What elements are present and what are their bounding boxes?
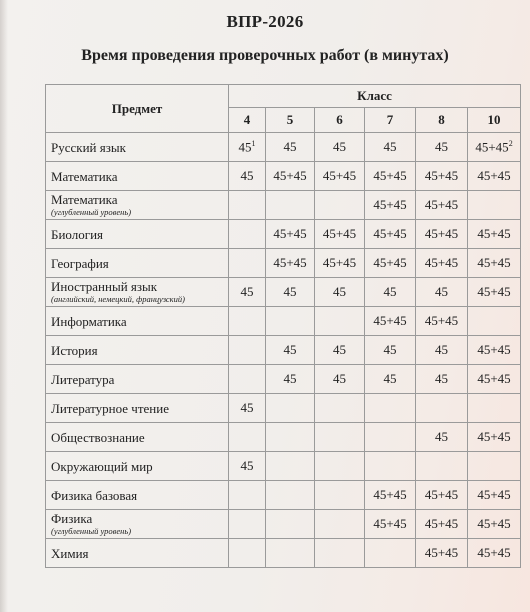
duration-value: 45+45: [424, 313, 459, 328]
subject-name: Математика: [51, 168, 118, 184]
duration-cell: [266, 307, 315, 336]
duration-value: 45+45: [477, 545, 511, 560]
duration-cell: [315, 336, 365, 365]
table-row: [46, 133, 521, 162]
duration-cell: [266, 278, 315, 307]
subject-name: География: [51, 255, 109, 271]
subject-name: История: [51, 342, 98, 358]
subject-name: Биология: [51, 226, 104, 242]
duration-cell: [315, 510, 365, 539]
duration-cell: [315, 394, 365, 423]
duration-cell: [468, 220, 521, 249]
duration-value: 45: [383, 342, 397, 357]
duration-cell: [315, 307, 365, 336]
subject-cell: [46, 191, 229, 220]
duration-value: 45: [435, 429, 448, 444]
duration-cell: [315, 365, 365, 394]
duration-cell: [266, 191, 315, 220]
subject-name: Физика: [51, 511, 93, 526]
subject-name: Литература: [51, 371, 115, 387]
duration-cell: [266, 162, 315, 191]
subject-name: Русский язык: [51, 139, 126, 155]
duration-cell: [416, 510, 468, 539]
subject-cell: [46, 220, 229, 249]
duration-value: 45+45: [477, 255, 511, 270]
duration-cell: [468, 481, 521, 510]
document-title: ВПР-2026: [226, 12, 304, 31]
duration-cell: [266, 394, 315, 423]
subject-cell: [46, 423, 229, 452]
duration-value: 45+45: [373, 197, 407, 212]
duration-cell: [365, 423, 416, 452]
duration-cell: [468, 162, 521, 191]
duration-value: 45: [435, 342, 448, 357]
duration-cell: [315, 220, 365, 249]
duration-value: 45: [240, 400, 254, 415]
duration-value: 45+45: [477, 516, 511, 531]
duration-cell: [416, 423, 468, 452]
duration-cell: [229, 452, 266, 481]
subject-note: (английский, немецкий, французский): [51, 294, 185, 304]
duration-value: 45+45: [273, 168, 307, 183]
duration-cell: [416, 452, 468, 481]
duration-value: 45+45: [373, 255, 407, 270]
table-body: [46, 133, 521, 568]
document-subtitle: Время проведения проверочных работ (в минутах): [81, 47, 449, 64]
duration-value: 45+45: [475, 139, 509, 155]
subject-cell: [46, 307, 229, 336]
duration-cell: [416, 481, 468, 510]
duration-cell: [229, 510, 266, 539]
page-edge-shadow: [0, 0, 8, 612]
grade-header-4: 4: [229, 108, 266, 133]
subject-name: Физика базовая: [51, 487, 138, 503]
duration-cell: [315, 278, 365, 307]
duration-cell: [416, 191, 468, 220]
duration-cell: [315, 452, 365, 481]
duration-value: 45: [333, 371, 346, 386]
table-row: [46, 365, 521, 394]
duration-cell: [365, 162, 416, 191]
table-row: [46, 423, 521, 452]
duration-cell: [416, 220, 468, 249]
duration-cell: [266, 133, 315, 162]
grade-header-7: 7: [365, 108, 416, 133]
duration-cell: [315, 423, 365, 452]
duration-value: 45: [333, 284, 346, 299]
duration-value: 45+45: [373, 226, 407, 241]
subject-column-header: Предмет: [46, 85, 229, 133]
duration-value: 45+45: [424, 255, 459, 270]
duration-cell: [416, 307, 468, 336]
duration-cell: [266, 365, 315, 394]
duration-value: 45: [283, 139, 297, 154]
duration-value: 45+45: [424, 197, 459, 212]
duration-cell: [416, 162, 468, 191]
duration-cell: [229, 191, 266, 220]
duration-cell: [229, 133, 266, 162]
grade-header-8: 8: [416, 108, 468, 133]
duration-cell: [266, 249, 315, 278]
duration-cell: [365, 481, 416, 510]
duration-cell: [468, 307, 521, 336]
subject-name: Обществознание: [51, 429, 145, 445]
duration-cell: [315, 539, 365, 568]
subject-cell: [46, 394, 229, 423]
duration-cell: [315, 162, 365, 191]
duration-value: 45+45: [373, 168, 407, 183]
table-row: [46, 162, 521, 191]
duration-cell: [229, 539, 266, 568]
duration-cell: [315, 481, 365, 510]
duration-cell: [229, 162, 266, 191]
duration-cell: [365, 539, 416, 568]
duration-value: 45: [435, 284, 448, 299]
subject-name: Информатика: [51, 313, 127, 329]
duration-value: 45: [283, 284, 297, 299]
duration-value: 45+45: [477, 226, 511, 241]
subject-name: Окружающий мир: [51, 458, 153, 474]
duration-value: 45: [435, 371, 448, 386]
duration-value: 45: [238, 139, 252, 155]
duration-cell: [365, 249, 416, 278]
duration-cell: [468, 539, 521, 568]
table-row: [46, 220, 521, 249]
duration-value: 45+45: [424, 168, 459, 183]
duration-cell: [229, 307, 266, 336]
duration-value: 45+45: [477, 371, 511, 386]
table-row: [46, 249, 521, 278]
duration-value: 45: [333, 139, 346, 154]
duration-cell: [468, 249, 521, 278]
duration-value: 45+45: [373, 487, 407, 502]
duration-cell: [365, 365, 416, 394]
duration-cell: [468, 452, 521, 481]
footnote-marker: 2: [508, 138, 513, 148]
duration-cell: [229, 365, 266, 394]
duration-value: 45: [435, 139, 448, 154]
duration-cell: [229, 394, 266, 423]
duration-value: 45+45: [477, 284, 511, 299]
subject-cell: [46, 452, 229, 481]
duration-cell: [229, 336, 266, 365]
duration-cell: [416, 249, 468, 278]
duration-value: 45+45: [373, 313, 407, 328]
duration-cell: [266, 452, 315, 481]
duration-cell: [468, 336, 521, 365]
subject-cell: [46, 162, 229, 191]
duration-value: 45+45: [477, 487, 511, 502]
duration-cell: [365, 278, 416, 307]
subject-cell: [46, 133, 229, 162]
duration-cell: [365, 452, 416, 481]
duration-value: 45+45: [424, 487, 459, 502]
subject-name: Литературное чтение: [51, 400, 169, 416]
subject-name: Химия: [51, 545, 89, 561]
subject-cell: [46, 249, 229, 278]
duration-value: 45: [283, 342, 297, 357]
duration-value: 45+45: [322, 226, 357, 241]
schedule-table: [45, 84, 521, 568]
table-row: [46, 336, 521, 365]
duration-cell: [266, 220, 315, 249]
duration-value: 45: [383, 139, 397, 154]
duration-value: 45: [283, 371, 297, 386]
duration-value: 45+45: [424, 226, 459, 241]
table-row: [46, 278, 521, 307]
subject-cell: [46, 510, 229, 539]
duration-cell: [266, 481, 315, 510]
duration-cell: [416, 336, 468, 365]
duration-value: 45+45: [424, 545, 459, 560]
duration-value: 45+45: [477, 429, 511, 444]
duration-cell: [229, 220, 266, 249]
duration-cell: [365, 336, 416, 365]
duration-value: 45+45: [273, 255, 307, 270]
duration-cell: [365, 307, 416, 336]
subject-cell: [46, 278, 229, 307]
duration-cell: [416, 394, 468, 423]
footnote-marker: 1: [251, 138, 256, 148]
table-row: [46, 452, 521, 481]
duration-value: 45: [240, 284, 254, 299]
subject-note: (углубленный уровень): [51, 526, 132, 536]
duration-cell: [266, 510, 315, 539]
duration-cell: [229, 278, 266, 307]
duration-cell: [315, 133, 365, 162]
duration-value: 45+45: [273, 226, 307, 241]
duration-cell: [468, 423, 521, 452]
duration-cell: [229, 423, 266, 452]
grade-header-5: 5: [266, 108, 315, 133]
duration-cell: [416, 133, 468, 162]
duration-cell: [468, 510, 521, 539]
grade-header-10: 10: [468, 108, 521, 133]
duration-value: 45: [240, 458, 254, 473]
duration-value: 45+45: [477, 168, 511, 183]
duration-cell: [365, 191, 416, 220]
duration-cell: [416, 539, 468, 568]
duration-cell: [468, 278, 521, 307]
class-column-header: Класс: [229, 85, 521, 108]
table-row: [46, 481, 521, 510]
duration-value: 45: [383, 284, 397, 299]
table-row: [46, 539, 521, 568]
subject-cell: [46, 365, 229, 394]
duration-cell: [315, 249, 365, 278]
table-row: [46, 191, 521, 220]
subject-name: Иностранный язык: [51, 279, 158, 294]
duration-cell: [416, 278, 468, 307]
duration-cell: [365, 133, 416, 162]
subject-cell: [46, 481, 229, 510]
duration-cell: [365, 510, 416, 539]
table-row: [46, 307, 521, 336]
duration-cell: [266, 423, 315, 452]
duration-cell: [468, 191, 521, 220]
duration-value: 45+45: [477, 342, 511, 357]
duration-value: 45: [333, 342, 346, 357]
grade-header-6: 6: [315, 108, 365, 133]
duration-value: 45+45: [424, 516, 459, 531]
duration-cell: [468, 133, 521, 162]
duration-cell: [266, 539, 315, 568]
duration-cell: [468, 365, 521, 394]
subject-note: (углубленный уровень): [51, 207, 132, 217]
duration-cell: [229, 249, 266, 278]
duration-cell: [365, 394, 416, 423]
duration-cell: [229, 481, 266, 510]
duration-value: 45: [240, 168, 254, 183]
duration-cell: [365, 220, 416, 249]
duration-cell: [416, 365, 468, 394]
duration-value: 45+45: [322, 255, 357, 270]
duration-value: 45: [383, 371, 397, 386]
duration-cell: [468, 394, 521, 423]
duration-value: 45+45: [322, 168, 357, 183]
duration-cell: [315, 191, 365, 220]
subject-cell: [46, 539, 229, 568]
subject-cell: [46, 336, 229, 365]
duration-value: 45+45: [373, 516, 407, 531]
subject-name: Математика: [51, 192, 118, 207]
duration-cell: [266, 336, 315, 365]
table-row: [46, 510, 521, 539]
table-row: [46, 394, 521, 423]
